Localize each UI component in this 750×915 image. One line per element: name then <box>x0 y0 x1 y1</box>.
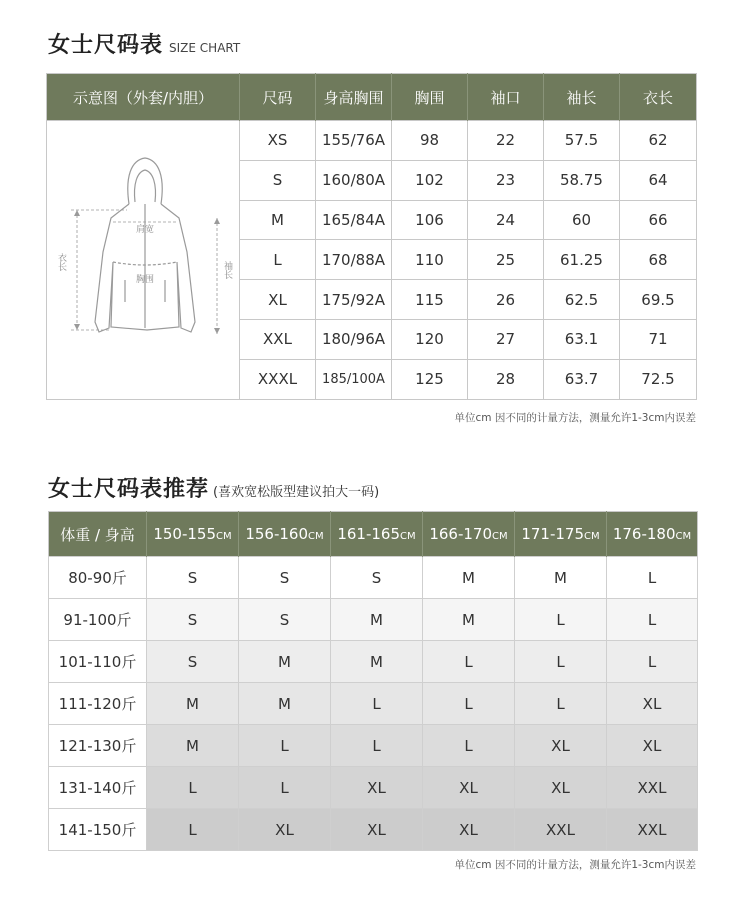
cell-cuff: 28 <box>468 359 544 399</box>
size-chart-table <box>46 73 697 400</box>
cell-weight: 121-130斤 <box>49 725 147 767</box>
cell-chest: 120 <box>392 319 468 359</box>
recommendation-header-row <box>49 512 698 557</box>
height-range: 150-155 <box>153 525 217 543</box>
height-unit: CM <box>400 531 416 542</box>
size-recommendation-table <box>48 511 698 851</box>
table-row <box>49 809 698 851</box>
header-chest: 胸围 <box>392 74 468 121</box>
diagram-label-chest: 胸围 <box>135 274 155 285</box>
cell-recommended-size: XL <box>515 767 607 809</box>
cell-chest: 115 <box>392 280 468 320</box>
cell-chest: 110 <box>392 240 468 280</box>
cell-chest: 98 <box>392 121 468 161</box>
cell-recommended-size: S <box>147 599 239 641</box>
cell-weight: 101-110斤 <box>49 641 147 683</box>
diagram-label-shoulder: 肩宽 <box>135 224 155 235</box>
cell-recommended-size: M <box>239 641 331 683</box>
cell-cuff: 25 <box>468 240 544 280</box>
header-height-range <box>331 512 423 557</box>
height-range: 156-160 <box>245 525 309 543</box>
cell-recommended-size: L <box>239 725 331 767</box>
cell-recommended-size: L <box>331 725 423 767</box>
cell-height-chest: 160/80A <box>316 160 392 200</box>
cell-cuff: 26 <box>468 280 544 320</box>
cell-recommended-size: L <box>607 599 698 641</box>
cell-cuff: 22 <box>468 121 544 161</box>
cell-sleeve: 62.5 <box>544 280 620 320</box>
cell-height-chest: 155/76A <box>316 121 392 161</box>
cell-weight: 111-120斤 <box>49 683 147 725</box>
cell-recommended-size: L <box>607 641 698 683</box>
diagram-label-length: 衣长 <box>56 252 66 271</box>
header-height-range <box>515 512 607 557</box>
cell-recommended-size: L <box>515 683 607 725</box>
cell-size: S <box>240 160 316 200</box>
cell-recommended-size: S <box>147 557 239 599</box>
size-chart-title <box>48 28 240 59</box>
cell-length: 72.5 <box>620 359 697 399</box>
cell-weight: 131-140斤 <box>49 767 147 809</box>
height-unit: CM <box>216 531 232 542</box>
cell-chest: 102 <box>392 160 468 200</box>
cell-sleeve: 58.75 <box>544 160 620 200</box>
cell-recommended-size: XL <box>515 725 607 767</box>
recommendation-title-cn: 女士尺码表推荐 <box>48 477 210 502</box>
cell-length: 64 <box>620 160 697 200</box>
header-height-range <box>607 512 698 557</box>
cell-recommended-size: L <box>515 599 607 641</box>
cell-cuff: 23 <box>468 160 544 200</box>
cell-sleeve: 57.5 <box>544 121 620 161</box>
cell-recommended-size: S <box>239 599 331 641</box>
cell-recommended-size: XL <box>607 725 698 767</box>
header-size: 尺码 <box>240 74 316 121</box>
cell-height-chest: 165/84A <box>316 200 392 240</box>
measurement-note-bottom: 单位cm 因不同的计量方法，测量允许1-3cm内误差 <box>454 859 696 871</box>
cell-size: XL <box>240 280 316 320</box>
cell-recommended-size: L <box>607 557 698 599</box>
recommendation-title <box>48 472 379 503</box>
header-weight-height: 体重 / 身高 <box>49 512 147 557</box>
cell-cuff: 24 <box>468 200 544 240</box>
cell-length: 68 <box>620 240 697 280</box>
cell-recommended-size: XL <box>607 683 698 725</box>
cell-recommended-size: M <box>423 557 515 599</box>
header-cuff: 袖口 <box>468 74 544 121</box>
measurement-note: 单位cm 因不同的计量方法，测量允许1-3cm内误差 <box>454 412 696 424</box>
cell-recommended-size: XL <box>331 809 423 851</box>
cell-height-chest: 170/88A <box>316 240 392 280</box>
cell-length: 62 <box>620 121 697 161</box>
cell-recommended-size: L <box>147 809 239 851</box>
header-height-range <box>239 512 331 557</box>
cell-recommended-size: XXL <box>515 809 607 851</box>
cell-size: XXXL <box>240 359 316 399</box>
cell-recommended-size: S <box>239 557 331 599</box>
cell-height-chest: 185/100A <box>316 359 392 399</box>
jacket-diagram <box>47 122 240 394</box>
cell-recommended-size: XL <box>423 809 515 851</box>
height-unit: CM <box>492 531 508 542</box>
cell-recommended-size: L <box>515 641 607 683</box>
cell-recommended-size: L <box>239 767 331 809</box>
cell-weight: 80-90斤 <box>49 557 147 599</box>
header-diagram: 示意图（外套/内胆） <box>47 74 240 121</box>
diagram-label-sleeve: 袖长 <box>222 260 232 279</box>
table-row <box>49 725 698 767</box>
cell-recommended-size: M <box>515 557 607 599</box>
jacket-diagram-cell <box>47 121 240 400</box>
cell-recommended-size: S <box>331 557 423 599</box>
cell-recommended-size: M <box>147 725 239 767</box>
cell-recommended-size: XL <box>423 767 515 809</box>
cell-recommended-size: L <box>423 683 515 725</box>
cell-height-chest: 180/96A <box>316 319 392 359</box>
table-row <box>49 641 698 683</box>
cell-recommended-size: L <box>147 767 239 809</box>
cell-chest: 125 <box>392 359 468 399</box>
header-height-range <box>423 512 515 557</box>
size-chart-title-cn: 女士尺码表 <box>48 33 164 58</box>
header-sleeve: 袖长 <box>544 74 620 121</box>
cell-size: M <box>240 200 316 240</box>
size-chart-header-row <box>47 74 697 121</box>
cell-sleeve: 63.7 <box>544 359 620 399</box>
height-range: 166-170 <box>429 525 493 543</box>
header-length: 衣长 <box>620 74 697 121</box>
cell-cuff: 27 <box>468 319 544 359</box>
cell-recommended-size: M <box>147 683 239 725</box>
size-chart-title-en: SIZE CHART <box>169 41 241 55</box>
height-unit: CM <box>675 531 692 542</box>
height-unit: CM <box>308 531 324 542</box>
cell-size: XS <box>240 121 316 161</box>
cell-chest: 106 <box>392 200 468 240</box>
cell-size: L <box>240 240 316 280</box>
cell-recommended-size: XXL <box>607 809 698 851</box>
cell-recommended-size: M <box>331 641 423 683</box>
header-height-chest: 身高胸围 <box>316 74 392 121</box>
table-row <box>49 683 698 725</box>
cell-recommended-size: XL <box>331 767 423 809</box>
cell-weight: 91-100斤 <box>49 599 147 641</box>
table-row <box>49 767 698 809</box>
table-row <box>49 557 698 599</box>
cell-weight: 141-150斤 <box>49 809 147 851</box>
cell-recommended-size: M <box>331 599 423 641</box>
cell-recommended-size: XL <box>239 809 331 851</box>
cell-recommended-size: XXL <box>607 767 698 809</box>
cell-length: 71 <box>620 319 697 359</box>
height-unit: CM <box>584 531 600 542</box>
cell-recommended-size: M <box>239 683 331 725</box>
cell-recommended-size: L <box>423 641 515 683</box>
table-row <box>47 121 697 161</box>
cell-length: 66 <box>620 200 697 240</box>
cell-recommended-size: L <box>331 683 423 725</box>
cell-size: XXL <box>240 319 316 359</box>
height-range: 171-175 <box>521 525 585 543</box>
cell-sleeve: 63.1 <box>544 319 620 359</box>
cell-height-chest: 175/92A <box>316 280 392 320</box>
cell-recommended-size: S <box>147 641 239 683</box>
cell-recommended-size: M <box>423 599 515 641</box>
cell-recommended-size: L <box>423 725 515 767</box>
height-range: 176-180 <box>612 525 676 543</box>
cell-length: 69.5 <box>620 280 697 320</box>
cell-sleeve: 61.25 <box>544 240 620 280</box>
height-range: 161-165 <box>337 525 401 543</box>
header-height-range <box>147 512 239 557</box>
table-row <box>49 599 698 641</box>
cell-sleeve: 60 <box>544 200 620 240</box>
recommendation-subtitle: (喜欢宽松版型建议拍大一码) <box>213 485 380 500</box>
